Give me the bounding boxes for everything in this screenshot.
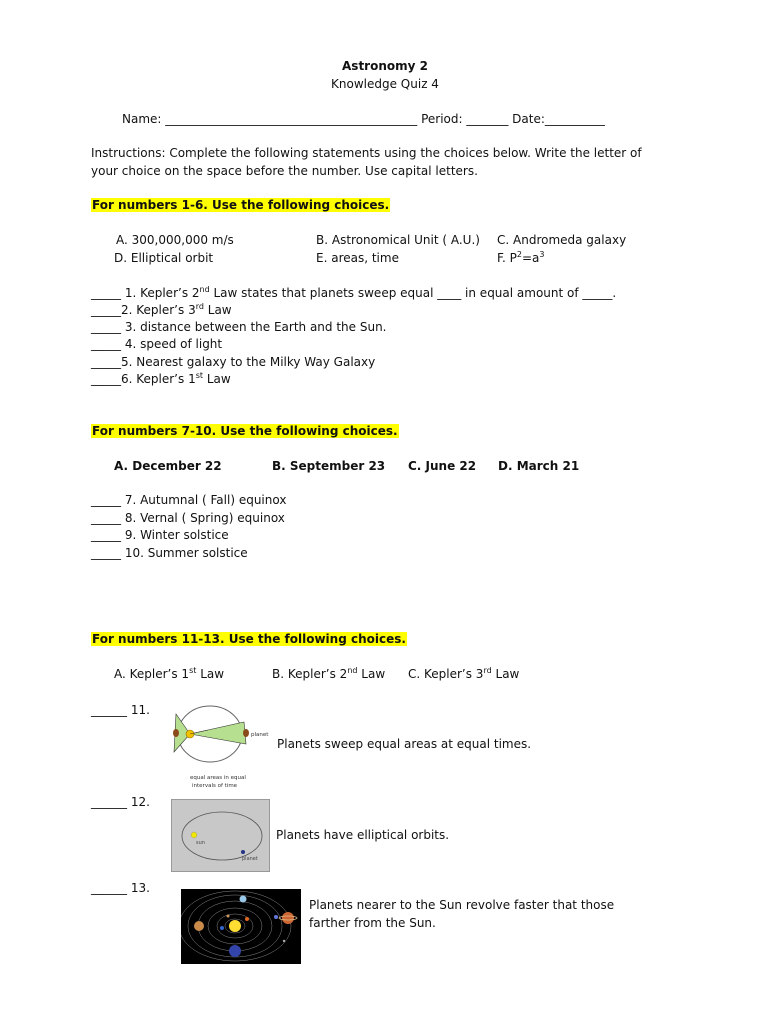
figure-label-sun: sun (196, 840, 205, 846)
choice-c-3: C. Kepler’s 3rd Law (408, 666, 520, 681)
question-10[interactable]: _____ 10. Summer solstice (91, 546, 248, 560)
planet-icon (194, 921, 204, 931)
planet-icon (241, 850, 245, 854)
question-6[interactable]: _____6. Kepler’s 1st Law (91, 371, 231, 386)
sun-icon (191, 832, 197, 838)
kepler-second-law-figure (168, 700, 272, 794)
choice-d-1: D. Elliptical orbit (114, 251, 214, 265)
solar-system-diagram (181, 889, 301, 964)
section-3-heading (91, 631, 407, 649)
kepler-second-law-diagram (168, 700, 272, 794)
choice-c-1: C. Andromeda galaxy (497, 233, 627, 247)
planet-icon (243, 729, 249, 737)
choice-b-1: B. Astronomical Unit ( A.U.) (316, 233, 480, 247)
planet-icon (240, 896, 247, 903)
figure-label-planet: planet (242, 856, 258, 862)
question-4[interactable]: _____ 4. speed of light (91, 337, 223, 351)
choice-b-2: B. September 23 (272, 459, 386, 473)
question-2[interactable]: _____2. Kepler’s 3rd Law (91, 302, 232, 317)
section-2-heading (91, 423, 399, 441)
question-1[interactable]: _____ 1. Kepler’s 2nd Law states that planets sweep equal ____ in equal amount of _____. (91, 285, 617, 300)
elliptical-orbit-diagram (172, 800, 269, 871)
statement-12: Planets have elliptical orbits. (276, 828, 450, 842)
choice-f-1: F. $P^2=a^3$ (497, 250, 545, 265)
figure-caption-2: intervals of time (192, 783, 238, 789)
quiz-title: Astronomy 2 (342, 59, 428, 73)
question-12[interactable]: ______ 12. (91, 795, 150, 809)
question-7[interactable]: _____ 7. Autumnal ( Fall) equinox (91, 493, 287, 507)
question-8[interactable]: _____ 8. Vernal ( Spring) equinox (91, 511, 285, 525)
planet-icon (173, 729, 179, 737)
name-period-date-line[interactable]: Name: __________________________________________ Period: _______ Date:__________ (122, 112, 605, 126)
planet-icon (229, 945, 241, 957)
question-9[interactable]: _____ 9. Winter solstice (91, 528, 229, 542)
section-1-heading (91, 197, 390, 215)
figure-caption-1: equal areas in equal (190, 775, 246, 781)
section-1-heading-text: For numbers 1-6. Use the following choices. (92, 198, 390, 212)
choice-d-2: D. March 21 (498, 459, 580, 473)
planet-icon (283, 940, 285, 942)
section-3-heading-text: For numbers 11-13. Use the following choices. (92, 632, 406, 646)
statement-11: Planets sweep equal areas at equal times. (277, 737, 532, 751)
instructions: Instructions: Complete the following statements using the choices below. Write the letter of your choice on the space before the number. Use capital letters. (91, 146, 642, 178)
planet-icon (274, 915, 278, 919)
planet-icon (220, 926, 224, 930)
question-13[interactable]: ______ 13. (91, 881, 150, 895)
question-3[interactable]: _____ 3. distance between the Earth and the Sun. (91, 320, 387, 334)
figure-label-planet: planet (251, 732, 269, 738)
quiz-subtitle: Knowledge Quiz 4 (331, 77, 439, 91)
planet-icon (282, 912, 294, 924)
statement-13: Planets nearer to the Sun revolve faster that those farther from the Sun. (309, 898, 615, 930)
question-5[interactable]: _____5. Nearest galaxy to the Milky Way Galaxy (91, 355, 376, 369)
solar-system-figure (181, 889, 301, 964)
sun-icon (229, 920, 241, 932)
planet-icon (245, 917, 249, 921)
planet-icon (227, 915, 230, 918)
choice-e-1: E. areas, time (316, 251, 399, 265)
choice-b-3: B. Kepler’s 2nd Law (272, 666, 386, 681)
elliptical-orbit-figure (171, 799, 270, 872)
choice-c-2: C. June 22 (408, 459, 477, 473)
question-11[interactable]: ______ 11. (91, 703, 150, 717)
choice-a-1: A. 300,000,000 m/s (116, 233, 234, 247)
choice-a-2: A. December 22 (114, 459, 222, 473)
section-2-heading-text: For numbers 7-10. Use the following choices. (92, 424, 398, 438)
choice-a-3: A. Kepler’s 1st Law (114, 666, 225, 681)
